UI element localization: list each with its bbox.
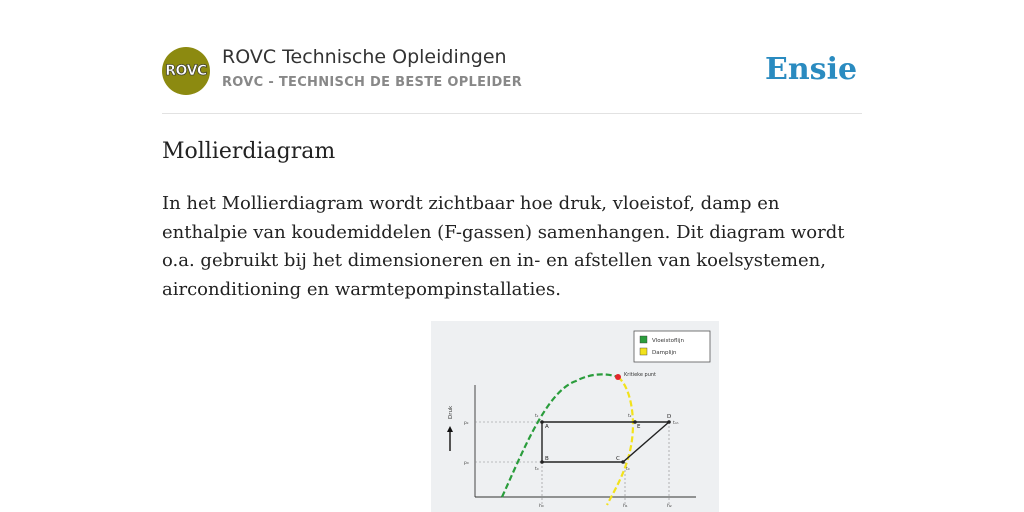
point-b-marker: [540, 460, 544, 464]
pressure-high-label: pₖ: [464, 421, 469, 426]
ensie-brand-logo[interactable]: Ensie: [765, 52, 858, 87]
temp-to2-label: t₀: [626, 467, 630, 472]
legend-vapor-swatch: [640, 348, 647, 355]
legend-liquid-swatch: [640, 336, 647, 343]
legend-liquid-label: Vloeistoflijn: [652, 338, 684, 344]
point-c-label: C: [616, 456, 620, 462]
y-axis-label: Druk: [448, 405, 454, 419]
enthalpy-h1-label: h₁: [623, 504, 628, 509]
enthalpy-h2-label: h₂: [667, 504, 672, 509]
organization-tagline: ROVC - TECHNISCH DE BESTE OPLEIDER: [222, 75, 523, 90]
temp-tk2-label: tₖ: [628, 414, 632, 419]
point-e-label: E: [637, 424, 641, 430]
rovc-logo[interactable]: [162, 47, 210, 95]
legend-vapor-label: Damplijn: [652, 350, 677, 356]
point-b-label: B: [545, 456, 549, 462]
header-divider: [162, 113, 862, 114]
critical-point-label: Kritieke punt: [624, 372, 657, 378]
vapor-line: [607, 377, 633, 505]
point-d-marker: [667, 420, 671, 424]
liquid-line: [502, 374, 618, 497]
point-d-label: D: [667, 414, 672, 420]
legend-box: [634, 331, 710, 362]
mollier-diagram-image: [431, 321, 719, 512]
enthalpy-h0-label: h₀: [539, 504, 544, 509]
point-a-marker: [540, 420, 544, 424]
article-body: In het Mollierdiagram wordt zichtbaar hoe druk, vloeistof, damp en enthalpie van koudemiddelen (F-gassen) samenhangen. Dit diagram wordt o.a. gebruikt bij het dimensioneren en in- en afstellen van koelsystemen, airconditioning en warmtepompinstallaties.: [162, 193, 845, 300]
critical-point-marker: [615, 374, 621, 380]
pressure-low-label: p₀: [464, 461, 469, 466]
temp-to-label: t₀: [535, 467, 539, 472]
temp-tk-label: tₖ: [535, 414, 539, 419]
pressure-arrow-head: [447, 426, 453, 432]
point-a-label: A: [545, 424, 549, 430]
refrigeration-cycle: [542, 422, 669, 462]
logo-text: ROVC: [165, 63, 207, 79]
temp-toh-label: tₒₕ: [673, 421, 679, 426]
organization-name[interactable]: ROVC Technische Opleidingen: [222, 46, 507, 68]
article-title: Mollierdiagram: [162, 139, 336, 164]
point-c-marker: [621, 460, 625, 464]
